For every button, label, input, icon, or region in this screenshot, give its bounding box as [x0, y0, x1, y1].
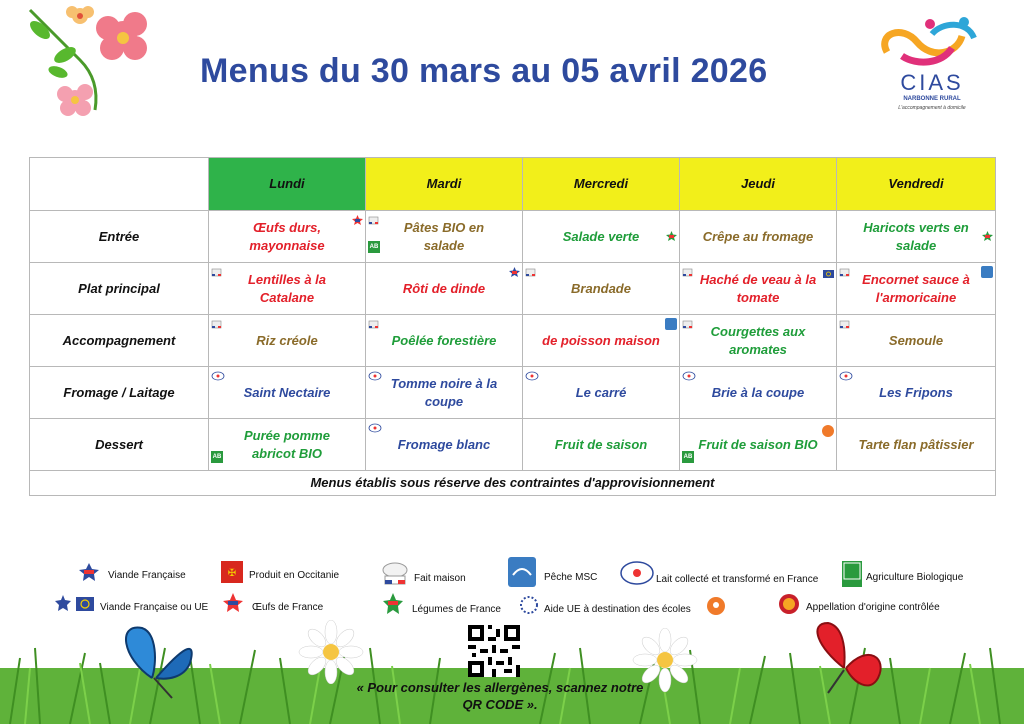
- menu-cell: [366, 263, 523, 315]
- legend-label: Viande Française: [108, 570, 186, 581]
- daisy-flower: [296, 620, 366, 684]
- lait-france-icon: [620, 561, 654, 585]
- header-empty: [30, 158, 209, 211]
- dish-name: Lentilles à la Catalane: [247, 271, 327, 305]
- menu-cell: [837, 419, 996, 471]
- peche-msc-icon: [665, 318, 677, 330]
- dish-name: Crêpe au fromage: [702, 228, 814, 244]
- lait-france-icon: [368, 423, 382, 433]
- dish-name: Les Fripons: [879, 384, 953, 400]
- row-label-plat: Plat principal: [30, 263, 209, 315]
- dish-name: Fromage blanc: [397, 436, 491, 452]
- qr-code[interactable]: [468, 625, 520, 677]
- legend-label: Produit en Occitanie: [249, 570, 340, 581]
- dish-name: Le carré: [575, 384, 627, 400]
- fait-maison-icon: [211, 267, 222, 277]
- menu-cell: [523, 211, 680, 263]
- fait-maison-icon: [682, 267, 693, 277]
- peche-msc-icon: [981, 266, 993, 278]
- logo-mark: [872, 14, 992, 70]
- red-butterfly: [798, 618, 890, 700]
- menu-cell: [680, 263, 837, 315]
- fait-maison-icon: [368, 215, 379, 225]
- menu-cell: [837, 211, 996, 263]
- aide-ue-ecoles-icon: [706, 596, 726, 616]
- agriculture-biologique-icon: [842, 561, 862, 587]
- fait-maison-icon: [211, 319, 222, 329]
- table-row-accompagnement: [30, 315, 996, 367]
- menu-cell: [523, 367, 680, 419]
- row-label-dessert: Dessert: [30, 419, 209, 471]
- peche-msc-icon: [508, 557, 536, 587]
- menu-cell: [366, 419, 523, 471]
- aide-ue-ecoles-icon: [822, 425, 834, 437]
- dish-name: Poêlée forestière: [391, 332, 497, 348]
- dish-name: Semoule: [888, 332, 944, 348]
- lait-france-icon: [525, 371, 539, 381]
- legend-label: Appellation d'origine contrôlée: [806, 602, 940, 613]
- dish-name: Saint Nectaire: [243, 384, 331, 400]
- row-label-fromage: Fromage / Laitage: [30, 367, 209, 419]
- legumes-de-france-icon: [666, 231, 677, 241]
- dish-name: de poisson maison: [542, 332, 660, 348]
- menu-cell: [209, 367, 366, 419]
- fait-maison-icon: [368, 319, 379, 329]
- dish-name: Riz créole: [256, 332, 318, 348]
- cias-logo: [872, 14, 992, 114]
- fait-maison-icon: [839, 319, 850, 329]
- dish-name: Tarte flan pâtissier: [858, 436, 974, 452]
- legend-label: Fait maison: [414, 573, 466, 584]
- aoc-icon: [778, 593, 800, 615]
- lait-france-icon: [682, 371, 696, 381]
- day-header-mardi: Mardi: [366, 158, 523, 211]
- table-row-fromage: [30, 367, 996, 419]
- dish-name: Brie à la coupe: [711, 384, 805, 400]
- oeufs-de-france-icon: [352, 215, 363, 225]
- lait-france-icon: [368, 371, 382, 381]
- dish-name: Brandade: [571, 280, 631, 296]
- dish-name: Salade verte: [562, 228, 640, 244]
- menu-cell: [680, 367, 837, 419]
- day-header-lundi: Lundi: [209, 158, 366, 211]
- day-header-mercredi: Mercredi: [523, 158, 680, 211]
- agriculture-biologique-icon: AB: [211, 451, 223, 463]
- fait-maison-icon: [839, 267, 850, 277]
- qr-caption: « Pour consulter les allergènes, scannez notre QR CODE ».: [356, 680, 644, 712]
- dish-name: Encornet sauce à l'armoricaine: [862, 271, 970, 305]
- legend-label: Œufs de France: [252, 602, 324, 613]
- logo-tagline: L'accompagnement à domicile: [898, 105, 966, 111]
- fait-maison-icon: [682, 319, 693, 329]
- page-title: Menus du 30 mars au 05 avril 2026: [200, 52, 768, 90]
- viande-francaise-icon: [509, 267, 520, 277]
- table-row-dessert: [30, 419, 996, 471]
- svg-text:✠: ✠: [227, 568, 237, 579]
- legend-label: Légumes de France: [412, 604, 501, 615]
- logo-name: CIAS: [900, 70, 964, 95]
- legend-label: Pêche MSC: [544, 572, 598, 583]
- table-row-plat: [30, 263, 996, 315]
- dish-name: Courgettes aux aromates: [710, 323, 806, 357]
- dish-name: Purée pomme abricot BIO: [244, 427, 330, 461]
- viande-francaise-ou-ue-icon: [823, 269, 834, 279]
- menu-cell: [209, 419, 366, 471]
- day-header-vendredi: Vendredi: [837, 158, 996, 211]
- table-row-entree: [30, 211, 996, 263]
- legend-label: Lait collecté et transformé en France: [656, 574, 819, 585]
- viande-francaise-ou-ue-icon: [54, 595, 96, 613]
- aide-ue-icon: [518, 595, 540, 615]
- lait-france-icon: [839, 371, 853, 381]
- occitanie-icon: [221, 561, 243, 583]
- table-header-row: [30, 158, 996, 211]
- menu-cell: [209, 263, 366, 315]
- menu-cell: [680, 211, 837, 263]
- legumes-de-france-icon: [982, 231, 993, 241]
- menu-cell: [837, 315, 996, 367]
- menu-cell: [209, 315, 366, 367]
- footer-note: Menus établis sous réserve des contraintes d'approvisionnement: [30, 471, 996, 496]
- legend-label: Aide UE à destination des écoles: [544, 604, 691, 615]
- viande-francaise-icon: [78, 563, 100, 581]
- legend-label: Viande Française ou UE: [100, 602, 209, 613]
- logo-subtitle: NARBONNE RURAL: [903, 96, 961, 102]
- oeufs-de-france-icon: [222, 593, 244, 613]
- fait-maison-icon: [382, 562, 408, 586]
- agriculture-biologique-icon: AB: [682, 451, 694, 463]
- menu-cell: [366, 315, 523, 367]
- menu-cell: [523, 263, 680, 315]
- dish-name: Rôti de dinde: [402, 280, 486, 296]
- menu-cell: [366, 367, 523, 419]
- blue-butterfly: [112, 618, 202, 700]
- dish-name: Pâtes BIO en salade: [403, 219, 485, 253]
- fait-maison-icon: [525, 267, 536, 277]
- menu-cell: [837, 367, 996, 419]
- dish-name: Œufs durs, mayonnaise: [249, 219, 325, 253]
- lait-france-icon: [211, 371, 225, 381]
- menu-cell: [680, 315, 837, 367]
- menu-cell: [366, 211, 523, 263]
- agriculture-biologique-icon: AB: [368, 241, 380, 253]
- row-label-accompagnement: Accompagnement: [30, 315, 209, 367]
- menu-cell: [680, 419, 837, 471]
- dish-name: Tomme noire à la coupe: [390, 375, 498, 409]
- legumes-de-france-icon: [382, 593, 404, 615]
- dish-name: Fruit de saison BIO: [698, 436, 818, 452]
- table-footer-row: [30, 471, 996, 496]
- dish-name: Haricots verts en salade: [863, 219, 969, 253]
- row-label-entree: Entrée: [30, 211, 209, 263]
- legend-label: Agriculture Biologique: [866, 572, 964, 583]
- menu-cell: [837, 263, 996, 315]
- dish-name: Haché de veau à la tomate: [699, 271, 817, 305]
- day-header-jeudi: Jeudi: [680, 158, 837, 211]
- menu-cell: [523, 419, 680, 471]
- dish-name: Fruit de saison: [554, 436, 648, 452]
- menu-cell: [209, 211, 366, 263]
- menu-table: [29, 157, 996, 496]
- flower-decoration: [20, 0, 160, 125]
- menu-cell: [523, 315, 680, 367]
